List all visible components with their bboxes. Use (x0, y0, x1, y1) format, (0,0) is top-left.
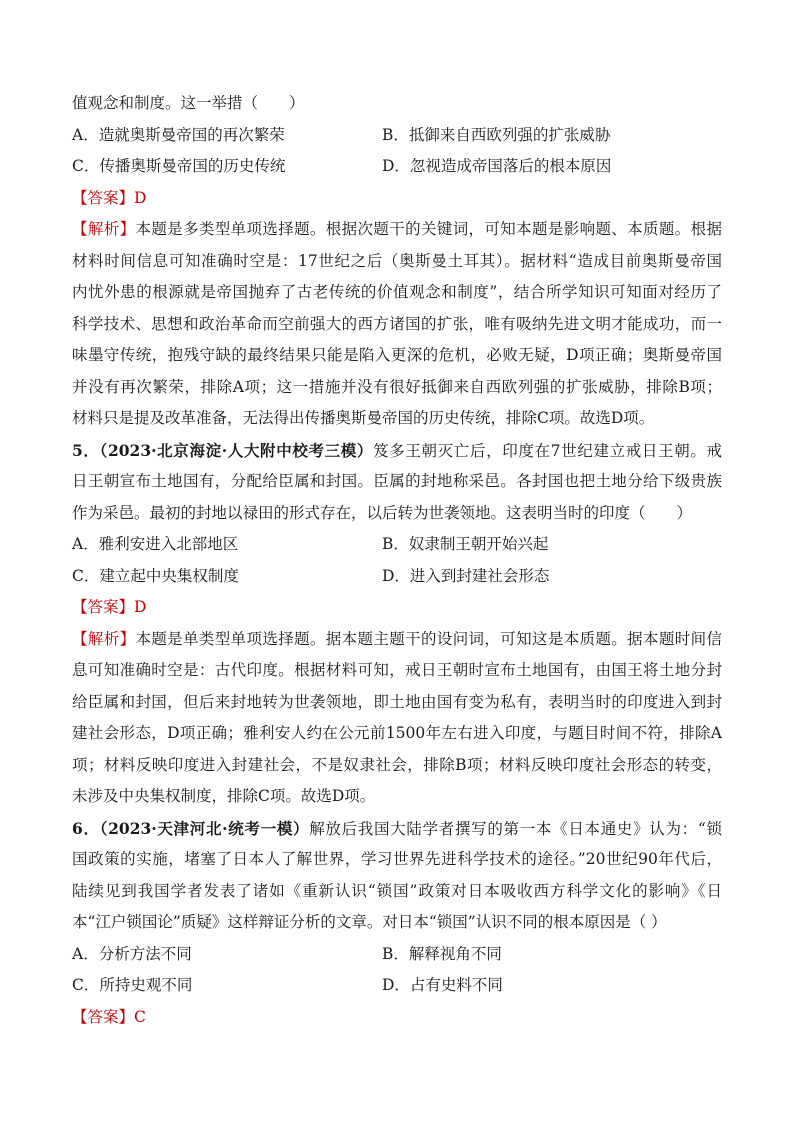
q6-option-a[interactable]: A．分析方法不同 (72, 944, 192, 963)
q5-option-c[interactable]: C．建立起中央集权制度 (72, 566, 239, 585)
q4-analysis-line: 内忧外患的根源就是帝国抛弃了古老传统的价值观念和制度”，结合所学知识可知面对经历了 (72, 283, 722, 301)
q6-answer (72, 1002, 722, 1034)
q4-analysis-line: 本题是多类型单项选择题。根据次题干的关键词，可知本题是影响题、本质题。根据 (135, 220, 722, 238)
q4-option-c[interactable]: C．传播奥斯曼帝国的历史传统 (72, 157, 286, 175)
q4-analysis-line: 科学技术、思想和政治革命而空前强大的西方诸国的扩张，唯有吸纳先进文明才能成功，而一 (72, 314, 722, 333)
q4-option-b[interactable]: B．抵御来自西欧列强的扩张威胁 (382, 125, 611, 144)
q4-options-row-2 (72, 151, 722, 183)
q4-answer (72, 183, 722, 215)
q5-options-row-2 (72, 561, 722, 593)
q6-stem-line: 国政策的实施，堵塞了日本人了解世界，学习世界先进科学技术的途径。”20世纪90年代后， (72, 850, 722, 868)
q4-analysis (72, 214, 722, 435)
q6-stem (72, 813, 722, 939)
q4-option-a[interactable]: A．造就奥斯曼帝国的再次繁荣 (72, 125, 285, 144)
q5-stem-line: 日王朝宣布土地国有，分配给臣属和封国。臣属的封地称采邑。各封国也把土地分给下级贵族 (72, 472, 722, 490)
q5-option-b[interactable]: B．奴隶制王朝开始兴起 (382, 535, 549, 553)
q6-source: （2023·天津河北·统考一模） (99, 818, 310, 838)
q6-answer-tag: 【答案】 (72, 1007, 135, 1026)
q6-option-c[interactable]: C．所持史观不同 (72, 976, 193, 994)
q6-option-d[interactable]: D．占有史料不同 (382, 976, 503, 994)
q4-analysis-line: 材料时间信息可知准确时空是：17世纪之后（奥斯曼土耳其）。据材料“造成目前奥斯曼帝国 (72, 251, 722, 270)
q5-answer (72, 592, 722, 624)
q6-stem-line: 陆续见到我国学者发表了诸如《重新认识“锁国”政策对日本吸收西方科学文化的影响》《日 (72, 881, 722, 900)
q5-analysis-tag: 【解析】 (72, 629, 136, 648)
page-content (72, 88, 722, 1033)
q4-stem-tail: 值观念和制度。这一举措（ ） (72, 94, 305, 112)
q6-stem-line: 解放后我国大陆学者撰写的第一本《日本通史》认为：“锁 (309, 819, 722, 838)
q4-option-d[interactable]: D．忽视造成帝国落后的根本原因 (382, 157, 612, 175)
q5-options-row-1 (72, 529, 722, 561)
q6-option-b[interactable]: B．解释视角不同 (382, 944, 502, 963)
q5-answer-value: D (134, 598, 147, 616)
q5-stem-line: 笈多王朝灭亡后，印度在7世纪建立戒日王朝。戒 (373, 441, 722, 460)
q5-number: 5． (72, 440, 100, 460)
q6-options-row-2 (72, 970, 722, 1002)
q6-number: 6． (72, 818, 100, 838)
q5-option-d[interactable]: D．进入到封建社会形态 (382, 566, 550, 585)
q5-analysis-line: 项；材料反映印度进入封建社会，不是奴隶社会，排除B项；材料反映印度社会形态的转变， (72, 755, 722, 774)
q4-answer-value: D (134, 188, 147, 207)
q4-analysis-line: 材料只是提及改革准备，无法得出传播奥斯曼帝国的历史传统，排除C项。故选D项。 (72, 409, 655, 427)
q5-analysis-line: 未涉及中央集权制度，排除C项。故选D项。 (72, 787, 376, 805)
q5-source: （2023·北京海淀·人大附中校考三模） (99, 440, 374, 460)
q5-analysis-line: 建社会形态，D项正确；雅利安人约在公元前1500年左右进入印度，与题目时间不符，排除A (72, 724, 722, 742)
q5-analysis-line: 给臣属和封国，但后来封地转为世袭领地，即土地由国有变为私有，表明当时的印度进入到封 (72, 692, 722, 711)
q5-stem-line: 作为采邑。最初的封地以禄田的形式存在，以后转为世袭领地。这表明当时的印度（ ） (72, 503, 693, 522)
q6-stem-line: 本“江户锁国论”质疑》这样辩证分析的文章。对日本“锁国”认识不同的根本原因是（ ） (72, 913, 667, 931)
q6-answer-value: C (134, 1007, 146, 1026)
q5-stem (72, 435, 722, 530)
q5-analysis-line: 息可知准确时空是：古代印度。根据材料可知，戒日王朝时宣布土地国有，由国王将土地分封 (72, 661, 722, 679)
q5-answer-tag: 【答案】 (72, 598, 135, 616)
q6-options-row-1 (72, 939, 722, 971)
q5-analysis-line: 本题是单类型单项选择题。据本题主题干的设问词，可知这是本质题。据本题时间信 (135, 629, 722, 648)
q4-answer-tag: 【答案】 (72, 188, 135, 207)
q4-options-row-1 (72, 120, 722, 152)
q5-option-a[interactable]: A．雅利安进入北部地区 (72, 535, 239, 553)
q5-analysis (72, 624, 722, 813)
q4-analysis-line: 并没有再次繁荣，排除A项；这一措施并没有很好抵御来自西欧列强的扩张威胁，排除B项； (72, 377, 722, 396)
q4-analysis-tag: 【解析】 (72, 220, 136, 238)
q4-analysis-line: 味墨守传统，抱残守缺的最终结果只能是陷入更深的危机，必败无疑，D项正确；奥斯曼帝国 (72, 346, 722, 364)
